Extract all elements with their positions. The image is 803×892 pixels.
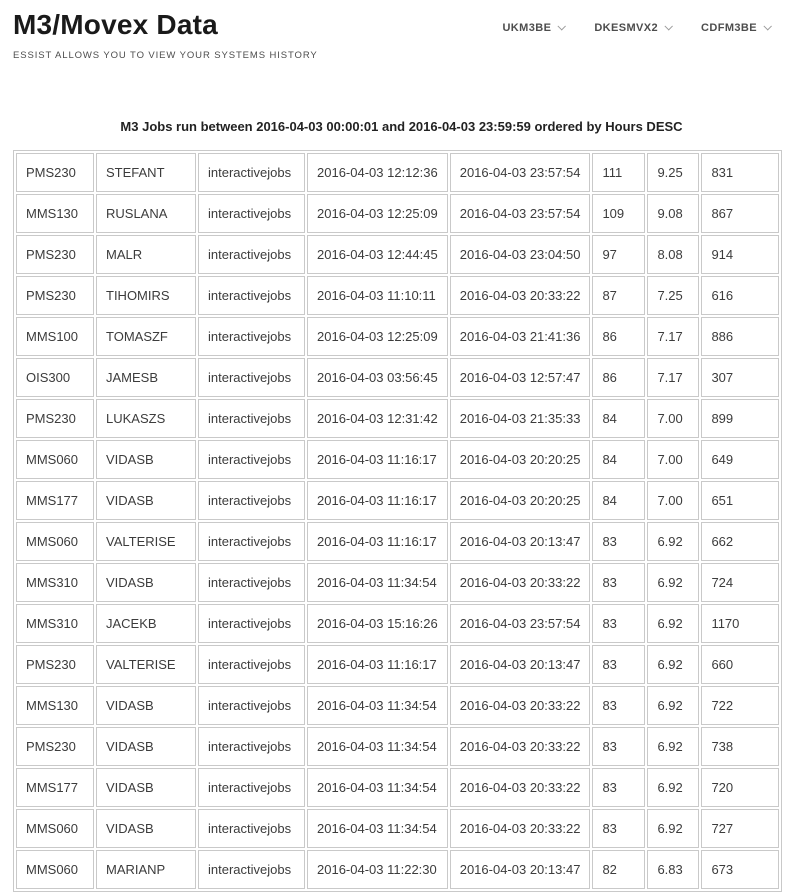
- cell-user: VIDASB: [96, 440, 196, 479]
- table-row: [16, 727, 779, 766]
- cell-program: MMS060: [16, 850, 94, 889]
- cell-count: 83: [592, 768, 645, 807]
- cell-start-time: 2016-04-03 12:31:42: [307, 399, 448, 438]
- table-row: [16, 850, 779, 889]
- cell-end-time: 2016-04-03 12:57:47: [450, 358, 591, 397]
- cell-user: MARIANP: [96, 850, 196, 889]
- cell-job-type: interactivejobs: [198, 481, 305, 520]
- cell-job-type: interactivejobs: [198, 645, 305, 684]
- cell-count: 83: [592, 686, 645, 725]
- cell-program: MMS060: [16, 440, 94, 479]
- cell-job-type: interactivejobs: [198, 850, 305, 889]
- cell-count: 83: [592, 604, 645, 643]
- cell-start-time: 2016-04-03 12:12:36: [307, 153, 448, 192]
- cell-value: 616: [701, 276, 779, 315]
- cell-user: VIDASB: [96, 809, 196, 848]
- cell-start-time: 2016-04-03 12:25:09: [307, 317, 448, 356]
- cell-hours: 6.92: [647, 645, 699, 684]
- cell-job-type: interactivejobs: [198, 358, 305, 397]
- cell-start-time: 2016-04-03 12:44:45: [307, 235, 448, 274]
- cell-value: 662: [701, 522, 779, 561]
- table-row: [16, 358, 779, 397]
- table-row: [16, 686, 779, 725]
- cell-job-type: interactivejobs: [198, 522, 305, 561]
- nav-item-label: DKESMVX2: [594, 22, 659, 34]
- chevron-down-icon: [664, 22, 672, 30]
- cell-hours: 7.25: [647, 276, 699, 315]
- cell-hours: 6.92: [647, 522, 699, 561]
- cell-end-time: 2016-04-03 20:13:47: [450, 850, 591, 889]
- table-row: [16, 522, 779, 561]
- cell-value: 660: [701, 645, 779, 684]
- cell-start-time: 2016-04-03 11:34:54: [307, 809, 448, 848]
- table-row: [16, 276, 779, 315]
- cell-start-time: 2016-04-03 11:16:17: [307, 481, 448, 520]
- cell-end-time: 2016-04-03 23:57:54: [450, 194, 591, 233]
- top-nav: [502, 22, 770, 34]
- nav-item-dkesmvx2[interactable]: [594, 22, 671, 34]
- cell-count: 83: [592, 809, 645, 848]
- cell-program: PMS230: [16, 727, 94, 766]
- cell-end-time: 2016-04-03 20:33:22: [450, 768, 591, 807]
- cell-end-time: 2016-04-03 20:20:25: [450, 440, 591, 479]
- nav-item-label: UKM3BE: [502, 22, 552, 34]
- cell-value: 914: [701, 235, 779, 274]
- cell-program: MMS100: [16, 317, 94, 356]
- cell-job-type: interactivejobs: [198, 317, 305, 356]
- cell-start-time: 2016-04-03 11:16:17: [307, 522, 448, 561]
- site-branding: [13, 10, 318, 61]
- site-tagline: ESSIST ALLOWS YOU TO VIEW YOUR SYSTEMS HISTORY: [13, 49, 318, 61]
- cell-end-time: 2016-04-03 20:33:22: [450, 686, 591, 725]
- cell-job-type: interactivejobs: [198, 399, 305, 438]
- cell-value: 1170: [701, 604, 779, 643]
- cell-user: VALTERISE: [96, 522, 196, 561]
- cell-end-time: 2016-04-03 20:33:22: [450, 809, 591, 848]
- cell-user: LUKASZS: [96, 399, 196, 438]
- cell-value: 886: [701, 317, 779, 356]
- cell-user: VIDASB: [96, 481, 196, 520]
- cell-user: MALR: [96, 235, 196, 274]
- page-header: [0, 0, 803, 61]
- cell-count: 83: [592, 522, 645, 561]
- table-row: [16, 604, 779, 643]
- cell-end-time: 2016-04-03 20:20:25: [450, 481, 591, 520]
- cell-start-time: 2016-04-03 11:16:17: [307, 645, 448, 684]
- cell-user: TIHOMIRS: [96, 276, 196, 315]
- cell-user: TOMASZF: [96, 317, 196, 356]
- chevron-down-icon: [558, 22, 566, 30]
- cell-hours: 7.00: [647, 481, 699, 520]
- cell-job-type: interactivejobs: [198, 194, 305, 233]
- cell-hours: 7.17: [647, 358, 699, 397]
- cell-start-time: 2016-04-03 11:34:54: [307, 686, 448, 725]
- cell-hours: 7.17: [647, 317, 699, 356]
- cell-hours: 6.92: [647, 768, 699, 807]
- cell-start-time: 2016-04-03 12:25:09: [307, 194, 448, 233]
- cell-count: 86: [592, 317, 645, 356]
- cell-user: JAMESB: [96, 358, 196, 397]
- cell-program: MMS177: [16, 481, 94, 520]
- table-row: [16, 645, 779, 684]
- cell-program: OIS300: [16, 358, 94, 397]
- cell-job-type: interactivejobs: [198, 276, 305, 315]
- cell-value: 307: [701, 358, 779, 397]
- nav-item-cdfm3be[interactable]: [701, 22, 770, 34]
- jobs-table-body: [16, 153, 779, 889]
- cell-program: MMS310: [16, 604, 94, 643]
- cell-start-time: 2016-04-03 11:34:54: [307, 563, 448, 602]
- cell-program: MMS060: [16, 522, 94, 561]
- cell-program: MMS060: [16, 809, 94, 848]
- cell-count: 83: [592, 727, 645, 766]
- report-heading: M3 Jobs run between 2016-04-03 00:00:01 and 2016-04-03 23:59:59 ordered by Hours DESC: [120, 118, 683, 134]
- cell-value: 724: [701, 563, 779, 602]
- cell-program: MMS130: [16, 686, 94, 725]
- cell-program: MMS130: [16, 194, 94, 233]
- cell-program: MMS177: [16, 768, 94, 807]
- cell-program: PMS230: [16, 153, 94, 192]
- cell-end-time: 2016-04-03 20:13:47: [450, 522, 591, 561]
- cell-hours: 6.92: [647, 727, 699, 766]
- cell-end-time: 2016-04-03 20:13:47: [450, 645, 591, 684]
- cell-count: 109: [592, 194, 645, 233]
- jobs-table: [13, 150, 782, 892]
- nav-item-ukm3be[interactable]: [502, 22, 564, 34]
- cell-count: 86: [592, 358, 645, 397]
- cell-end-time: 2016-04-03 23:04:50: [450, 235, 591, 274]
- cell-value: 867: [701, 194, 779, 233]
- cell-program: PMS230: [16, 399, 94, 438]
- cell-user: VIDASB: [96, 768, 196, 807]
- cell-job-type: interactivejobs: [198, 440, 305, 479]
- cell-count: 97: [592, 235, 645, 274]
- cell-value: 727: [701, 809, 779, 848]
- table-row: [16, 809, 779, 848]
- cell-start-time: 2016-04-03 11:34:54: [307, 768, 448, 807]
- cell-user: VALTERISE: [96, 645, 196, 684]
- cell-count: 84: [592, 399, 645, 438]
- cell-hours: 6.92: [647, 686, 699, 725]
- cell-hours: 9.25: [647, 153, 699, 192]
- cell-value: 738: [701, 727, 779, 766]
- cell-value: 722: [701, 686, 779, 725]
- cell-count: 87: [592, 276, 645, 315]
- cell-count: 83: [592, 645, 645, 684]
- table-row: [16, 481, 779, 520]
- cell-job-type: interactivejobs: [198, 768, 305, 807]
- cell-value: 899: [701, 399, 779, 438]
- cell-value: 831: [701, 153, 779, 192]
- cell-user: JACEKB: [96, 604, 196, 643]
- cell-start-time: 2016-04-03 03:56:45: [307, 358, 448, 397]
- cell-end-time: 2016-04-03 20:33:22: [450, 563, 591, 602]
- cell-end-time: 2016-04-03 20:33:22: [450, 276, 591, 315]
- cell-hours: 8.08: [647, 235, 699, 274]
- table-row: [16, 317, 779, 356]
- cell-job-type: interactivejobs: [198, 809, 305, 848]
- cell-end-time: 2016-04-03 21:35:33: [450, 399, 591, 438]
- cell-start-time: 2016-04-03 11:10:11: [307, 276, 448, 315]
- cell-user: RUSLANA: [96, 194, 196, 233]
- cell-hours: 9.08: [647, 194, 699, 233]
- cell-count: 84: [592, 440, 645, 479]
- cell-start-time: 2016-04-03 11:22:30: [307, 850, 448, 889]
- cell-end-time: 2016-04-03 23:57:54: [450, 153, 591, 192]
- cell-start-time: 2016-04-03 11:16:17: [307, 440, 448, 479]
- cell-start-time: 2016-04-03 15:16:26: [307, 604, 448, 643]
- cell-start-time: 2016-04-03 11:34:54: [307, 727, 448, 766]
- cell-value: 649: [701, 440, 779, 479]
- page-title: M3/Movex Data: [13, 9, 218, 40]
- cell-end-time: 2016-04-03 23:57:54: [450, 604, 591, 643]
- cell-hours: 7.00: [647, 440, 699, 479]
- cell-user: VIDASB: [96, 727, 196, 766]
- cell-job-type: interactivejobs: [198, 235, 305, 274]
- table-row: [16, 153, 779, 192]
- nav-item-label: CDFM3BE: [701, 22, 757, 34]
- cell-value: 651: [701, 481, 779, 520]
- cell-value: 673: [701, 850, 779, 889]
- cell-job-type: interactivejobs: [198, 727, 305, 766]
- cell-value: 720: [701, 768, 779, 807]
- cell-count: 83: [592, 563, 645, 602]
- cell-job-type: interactivejobs: [198, 563, 305, 602]
- table-row: [16, 768, 779, 807]
- table-row: [16, 194, 779, 233]
- table-row: [16, 563, 779, 602]
- cell-end-time: 2016-04-03 21:41:36: [450, 317, 591, 356]
- cell-job-type: interactivejobs: [198, 686, 305, 725]
- table-row: [16, 440, 779, 479]
- cell-job-type: interactivejobs: [198, 153, 305, 192]
- cell-hours: 6.92: [647, 563, 699, 602]
- cell-program: PMS230: [16, 645, 94, 684]
- cell-hours: 6.92: [647, 809, 699, 848]
- main-content: [0, 119, 803, 892]
- cell-count: 111: [592, 153, 645, 192]
- cell-hours: 6.83: [647, 850, 699, 889]
- cell-program: MMS310: [16, 563, 94, 602]
- cell-program: PMS230: [16, 235, 94, 274]
- cell-count: 84: [592, 481, 645, 520]
- cell-user: VIDASB: [96, 686, 196, 725]
- cell-end-time: 2016-04-03 20:33:22: [450, 727, 591, 766]
- chevron-down-icon: [763, 22, 771, 30]
- cell-hours: 6.92: [647, 604, 699, 643]
- table-row: [16, 235, 779, 274]
- cell-hours: 7.00: [647, 399, 699, 438]
- table-row: [16, 399, 779, 438]
- cell-job-type: interactivejobs: [198, 604, 305, 643]
- cell-program: PMS230: [16, 276, 94, 315]
- cell-user: STEFANT: [96, 153, 196, 192]
- cell-user: VIDASB: [96, 563, 196, 602]
- cell-count: 82: [592, 850, 645, 889]
